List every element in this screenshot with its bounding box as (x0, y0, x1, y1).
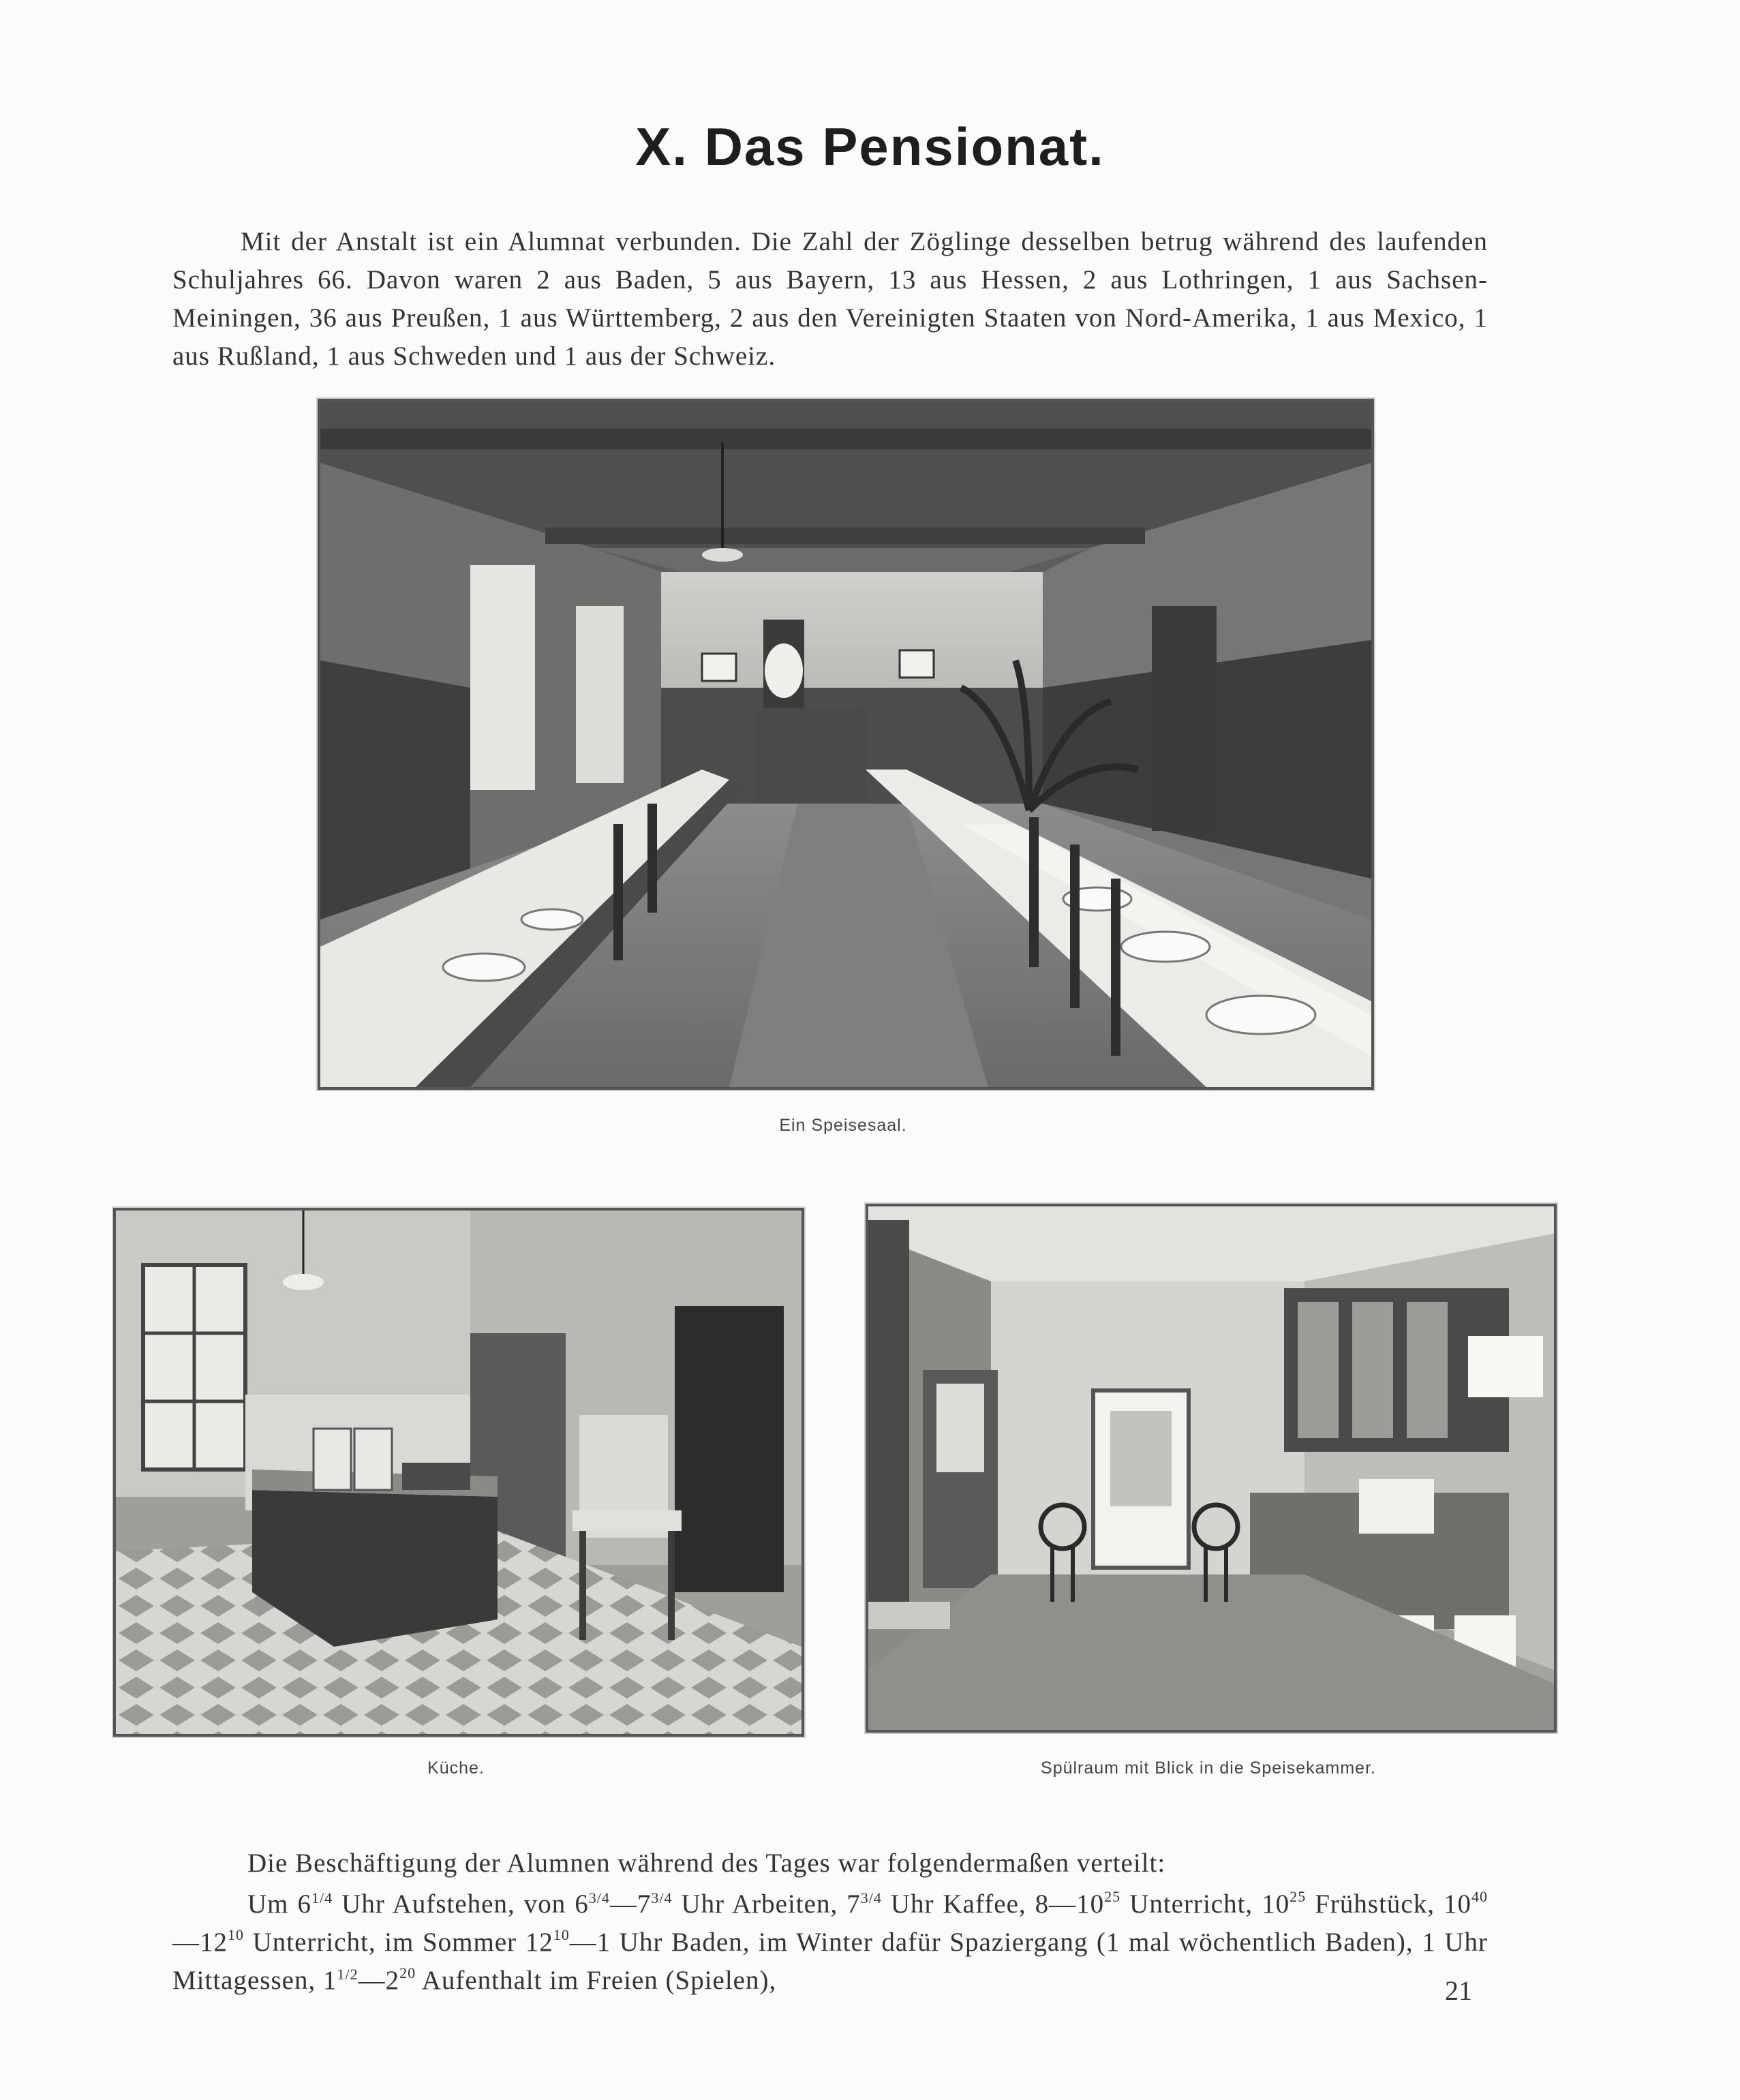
fraction: 3/4 (588, 1889, 610, 1906)
superscript-minutes: 25 (1289, 1888, 1307, 1905)
schedule-text: —2 (358, 1966, 400, 1995)
dining-hall-caption: Ein Speisesaal. (779, 1116, 907, 1135)
schedule-text: Unterricht, im Sommer 12 (244, 1928, 553, 1957)
schedule-text: Uhr Kaffee, 8—10 (881, 1889, 1105, 1919)
fraction: 3/4 (860, 1889, 882, 1906)
schedule-text: Frühstück, 10 (1306, 1889, 1471, 1919)
superscript-minutes: 40 (1471, 1888, 1488, 1905)
superscript-minutes: 10 (228, 1926, 244, 1943)
dining-hall-photo (318, 399, 1374, 1090)
schedule-text: —7 (609, 1889, 652, 1919)
fraction: 3/4 (651, 1889, 673, 1906)
superscript-minutes: 20 (399, 1964, 416, 1981)
schedule-text: —1 Uhr Baden, im Winter dafür Spaziergang (1 mal wöchentlich Baden), 1 Uhr Mittagessen, 1 (172, 1928, 1488, 1995)
daily-schedule-paragraph (172, 1885, 1488, 2000)
schedule-text: Uhr Arbeiten, 7 (672, 1889, 861, 1919)
kitchen-caption: Küche. (427, 1759, 485, 1778)
schedule-text: Um 6 (247, 1889, 312, 1919)
page-title: X. Das Pensionat. (635, 117, 1105, 177)
schedule-text: Uhr Aufstehen, von 6 (333, 1889, 589, 1919)
kitchen-photo (113, 1208, 804, 1737)
schedule-text: Aufenthalt im Freien (Spielen), (416, 1966, 777, 1995)
fraction: 1/4 (311, 1889, 333, 1906)
page-number: 21 (1445, 1975, 1472, 2006)
daily-schedule-intro: Die Beschäftigung der Alumnen während des Tages war folgendermaßen verteilt: (247, 1848, 1166, 1878)
scullery-photo (866, 1204, 1557, 1733)
superscript-minutes: 10 (553, 1926, 570, 1943)
schedule-text: Unterricht, 10 (1120, 1889, 1290, 1919)
superscript-minutes: 25 (1104, 1888, 1121, 1905)
fraction: 1/2 (337, 1966, 358, 1983)
schedule-text: —12 (172, 1928, 228, 1957)
scullery-caption: Spülraum mit Blick in die Speisekammer. (1041, 1759, 1376, 1778)
intro-paragraph: Mit der Anstalt ist ein Alumnat verbunden. Die Zahl der Zöglinge desselben betrug während des laufenden Schuljahres 66. Davon waren 2 aus Baden, 5 aus Bayern, 13 aus Hessen, 2 aus Lothringen, 1 aus Sachsen-Meiningen, 36 aus Preußen, 1 aus Württemberg, 2 aus den Vereinigten Staaten von Nord-Amerika, 1 aus Mexico, 1 aus Rußland, 1 aus Schweden und 1 aus der Schweiz. (172, 227, 1488, 371)
